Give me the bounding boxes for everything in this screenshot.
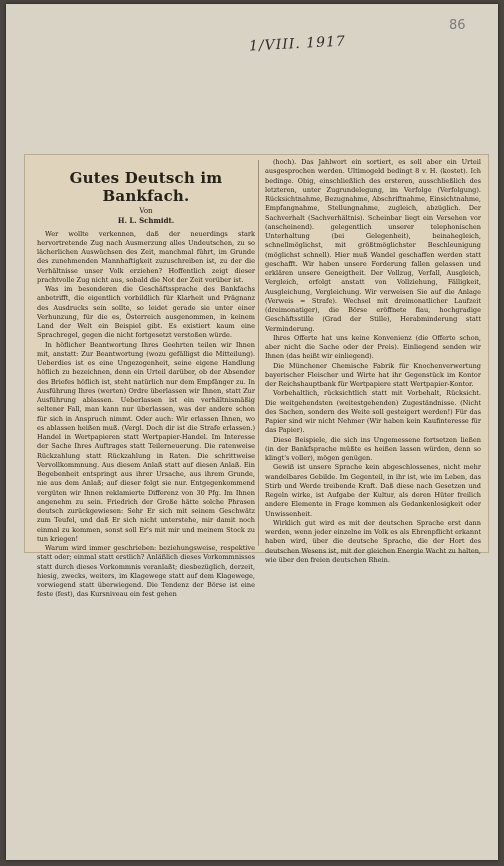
paragraph: Ihres Offerte hat uns keine Konvenienz (die Offerte schon, aber nicht die Sache oder der Preis). Einliegend senden wir Ihnen (das heißt wir einliegend). bbox=[265, 333, 481, 361]
paragraph: Wer wollte verkennen, daß der neuerdings stark hervortretende Zug nach Ausmerzung alles Undeutschen, zu so lächerlichen Auswüchsen des Zeit, manchmal führt, im Grunde des zunehmenden Mannhaftigkeit zuzuschreiben ist, zu der die Verhältnisse unser Volk erziehen? Hoffentlich zeigt dieser prachtvolle Zug nicht aus, sobald die Not der Zeit vorüber ist. bbox=[37, 229, 255, 284]
paragraph: Was im besonderen die Geschäftssprache des Bankfachs anbetrifft, die eigentlich vorbildlich für Klarheit und Prägnanz des Ausdrucks sein sollte, so leidet gerade sie unter einer Verhunzung, für die es, Österreich ausgenommen, in keinem Land der Welt ein Beispiel gibt. Es existiert kaum eine Sprachregel, gegen die nicht fortgesetzt verstoßen würde. bbox=[37, 285, 255, 340]
handwritten-date: 1/VIII. 1917 bbox=[248, 33, 347, 55]
article-column-right bbox=[265, 158, 481, 565]
article-column-left bbox=[37, 167, 255, 600]
paragraph: Vorbehaltlich, rücksichtlich statt mit Vorbehalt, Rücksicht. Die weitgehendsten (weitestgehenden) Zugeständnisse. (Nicht des Sachen, sondern des Weite soll gesteigert werden!) Für das Papier sind wir nicht Nehmer (Wir haben kein Kaufinteresse für das Papier). bbox=[265, 389, 481, 435]
article-author: H. L. Schmidt. bbox=[117, 216, 175, 226]
paragraph: Die Münchener Chemische Fabrik für Knochenverwertung bayerischer Fleischer und Wirte hat ihr Gegenstück im Kontor der Reichshauptbank für Wertpapiere statt Wertpapier-Kontor. bbox=[265, 361, 481, 388]
paragraph: Wirklich gut wird es mit der deutschen Sprache erst dann werden, wenn jeder einzelne im Volk es als Ehrenpflicht erkannt haben wird, über die deutsche Sprache, die der Hort des deutschen Wesens ist, mit der gleichen Energie Wacht zu halten, wie über den freien deutschen Rhein. bbox=[265, 518, 481, 564]
paragraph: (hoch). Das Jahlwort ein sortiert, es soll aber ein Urteil ausgesprochen werden. Ultimogeld bedingt 8 v. H. (kostet). Ich bedinge. Obig, einschließlich des ersteren, ausschließlich des letzteren, unter Zugrundelegung, im Verfolge (Verfolgung). Rücksichtnahme, Bezugnahme, Abschriftnahme, Einsichtnahme, Empfangnahme, Stellungnahme, zugleich, abzüglich. Der Sachverhalt (Sachverhältnis). Scheinbar liegt ein Versehen vor (anscheinend). gelegentlich unserer telephonischen Unterhaltung (bei Gelegenheit), beinahegleich, schnellmöglichst, mit größtmöglichster Beschleunigung (möglichst schnell). Hier muß Wandel geschaffen werden statt geschafft. Wir haben unsere Forderung fallen gelassen und erklären unsere Geneigtheit. Der Vollzug, Verfall, Ausgleich, Vergleich, erfolgt anstatt von Vollziehung, Fälligkeit, Ausgleichung, Vergleichung. Wir verweisen Sie auf die Anlage (Verweis = Strafe). Wechsel mit dreimonatlicher Laufzeit (dreimonatiger), die Börse eröffnete flau, hochgradige Geschäftsstille (Grad der Stille), Herabminderung statt Verminderung. bbox=[265, 158, 481, 333]
newspaper-clipping bbox=[24, 154, 489, 599]
paragraph: Gewiß ist unsere Sprache kein abgeschlossenes, nicht mehr wandelbares Gebilde. Im Gegenteil, in ihr ist, wie im Leben, das Stirb und Werde treibende Kraft. Daß diese nach Gesetzen und Regeln wirke, ist Aufgabe der Kultur, als deren Hüter freilich andere Elemente in Frage kommen als Gedankenlosigkeit oder Unwissenheit. bbox=[265, 463, 481, 518]
column-divider bbox=[258, 160, 259, 546]
archive-sheet bbox=[6, 4, 498, 860]
paragraph: Diese Beispiele, die sich ins Ungemessene fortsetzen ließen (in der Bankfsprache müßte es heißen lassen würden, denn so klingt's voller), mögen genügen. bbox=[265, 435, 481, 462]
byline-prefix: Von bbox=[139, 207, 153, 215]
article-byline bbox=[37, 207, 255, 227]
page-number: 86 bbox=[449, 18, 466, 33]
paragraph: Warum wird immer geschrieben: beziehungsweise, respektive statt oder; einmal statt erstlich? Anläßlich dieses Vorkommnisses statt durch dieses Vorkommnis veranlaßt; diesbezüglich, derzeit, hiesig, zwecks, weiters, im Klagewege statt auf dem Klagewege, vorwiegend statt überwiegend. Die Tendenz der Börse ist eine feste (fest), das Kursniveau ein fest gehen bbox=[37, 544, 255, 599]
article-headline: Gutes Deutsch im Bankfach. bbox=[69, 169, 223, 205]
paragraph: In höflicher Beantwortung Ihres Geehrten teilen wir Ihnen mit, anstatt: Zur Beantwortung (wozu gefälligst die Mitteilung). Ueberdies ist es eine Ungezogenheit, seine eigene Handlung höflich zu bezeichnen, denn ein Urteil darüber, ob der Absender des Briefes höflich ist, steht natürlich nur dem Empfänger zu. In Ausführung Ihres (werten) Ordre überlassen wir Ihnen, statt Zur Ausführung ablassen. Ueberlassen ist ein verhältnismäßig seltener Fall, man kann nur überlassen, was der andere schon für sich in Anspruch nimmt. Oder auch: Wir erlassen Ihnen, wo es ablassen heißen muß. (Vergl. Doch dir ist die Strafe erlassen.) Handel in Wertpapieren statt Wertpapier-Handel. Im Interesse der Sache Ihres Auftrages statt Teilerneuerung. Die ratenweise Rückzahlung statt Rückzahlung in Raten. Die schrittweise Vervollkommnung. Aus diesem Anlaß statt auf diesen Anlaß. Ein Begebenheit entspringt aus ihrer Ursache, aus ihrem Grunde, nie aus dem Anlaß; auf dieser folgt sie nur. Entgegenkommend vergüten wir Ihnen reklamierte Differenz von 30 Pfg. Im Ihnen angenehm zu sein. Friedrich der Große hätte solche Phrasen deutsch zurückgewiesen: Sehr Er sich mit seinem Geschwätz zum Teufel, und daß Er sich nicht unterstehe, mir damit noch einmal zu kommen, sonst soll Er's mit mir und meinem Stock zu tun kriegen! bbox=[37, 340, 255, 543]
